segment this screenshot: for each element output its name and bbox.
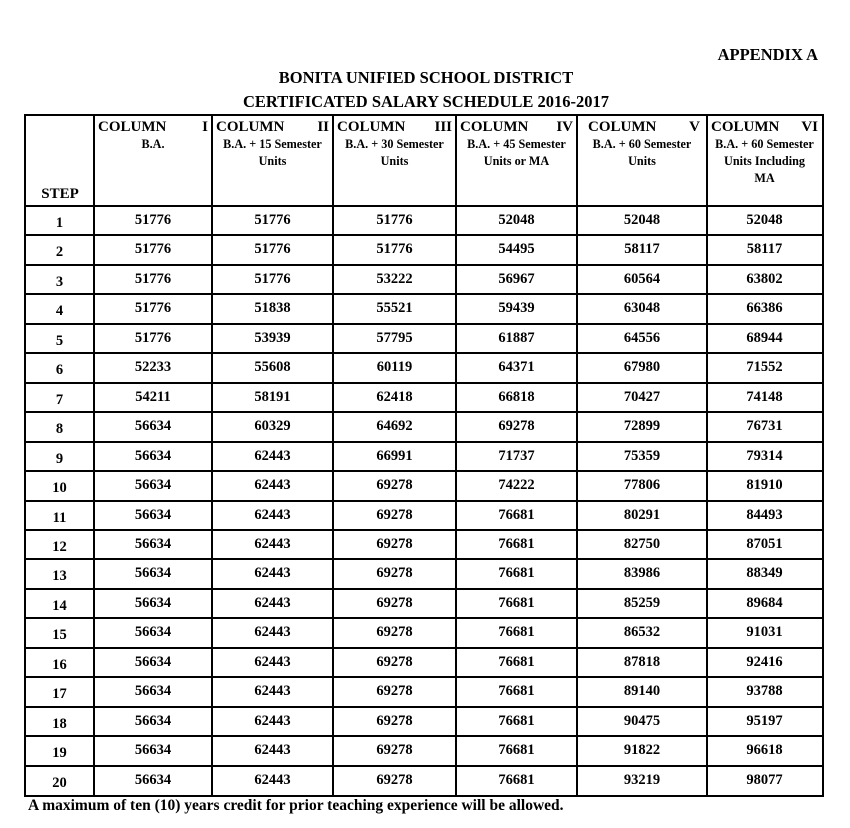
- salary-cell: 84493: [746, 506, 783, 523]
- column-description: MA: [754, 171, 775, 185]
- salary-cell: 62443: [254, 594, 291, 611]
- salary-cell: 76681: [498, 535, 535, 552]
- salary-cell: 56634: [134, 771, 172, 788]
- column-header: [213, 118, 332, 170]
- salary-cell: 76681: [498, 594, 535, 611]
- salary-cell: 58191: [254, 388, 291, 405]
- column-numeral: IV: [556, 119, 573, 135]
- salary-cell: 62443: [254, 683, 291, 700]
- appendix-label: APPENDIX A: [717, 45, 818, 64]
- salary-cell: 56634: [134, 506, 172, 523]
- step-cell: 17: [52, 686, 67, 703]
- salary-cell: 81910: [746, 477, 783, 494]
- salary-cell: 53939: [254, 329, 291, 346]
- salary-cell: 76681: [498, 742, 535, 759]
- step-cell: 19: [52, 745, 67, 762]
- column-title: [578, 118, 706, 136]
- column-description: Units: [380, 154, 409, 168]
- salary-cell: 69278: [376, 565, 413, 582]
- step-cell: 16: [52, 656, 67, 673]
- salary-cell: 60329: [254, 418, 291, 435]
- salary-cell: 58117: [746, 241, 783, 258]
- salary-cell: 51838: [254, 300, 291, 317]
- column-description: B.A. + 30 Semester: [345, 137, 444, 151]
- column-word: COLUMN: [216, 119, 285, 135]
- salary-cell: 76681: [498, 771, 535, 788]
- salary-cell: 66386: [746, 300, 783, 317]
- salary-cell: 64692: [376, 418, 413, 435]
- salary-cell: 86532: [623, 624, 661, 641]
- column-word: COLUMN: [337, 119, 406, 135]
- salary-cell: 62443: [254, 447, 291, 464]
- salary-cell: 87818: [623, 653, 661, 670]
- column-header: [708, 118, 821, 187]
- salary-cell: 56634: [134, 565, 172, 582]
- salary-cell: 56634: [134, 624, 172, 641]
- footnote: A maximum of ten (10) years credit for prior teaching experience will be allowed.: [28, 797, 564, 814]
- salary-cell: 74148: [746, 388, 783, 405]
- salary-table: [24, 114, 824, 797]
- column-word: COLUMN: [98, 119, 167, 135]
- salary-cell: 51776: [254, 270, 291, 287]
- salary-cell: 62443: [254, 712, 291, 729]
- step-cell: 9: [55, 450, 64, 467]
- salary-cell: 51776: [254, 241, 291, 258]
- step-cell: 14: [52, 597, 67, 614]
- salary-cell: 62443: [254, 624, 291, 641]
- salary-cell: 55521: [376, 300, 413, 317]
- step-cell: 4: [55, 303, 64, 320]
- step-cell: 2: [55, 244, 64, 261]
- salary-cell: 91031: [746, 624, 783, 641]
- salary-cell: 62443: [254, 742, 291, 759]
- salary-cell: 77806: [623, 477, 661, 494]
- salary-cell: 56634: [134, 683, 172, 700]
- salary-cell: 56634: [134, 447, 172, 464]
- salary-cell: 92416: [746, 653, 783, 670]
- column-description: Units: [628, 154, 656, 168]
- salary-cell: 62443: [254, 653, 291, 670]
- salary-cell: 69278: [376, 683, 413, 700]
- salary-cell: 51776: [134, 329, 172, 346]
- salary-cell: 85259: [623, 594, 661, 611]
- salary-cell: 62418: [376, 388, 413, 405]
- salary-cell: 51776: [134, 300, 172, 317]
- column-header: [95, 118, 211, 153]
- column-title: [213, 118, 332, 136]
- salary-cell: 76681: [498, 565, 535, 582]
- step-header: STEP: [41, 186, 79, 202]
- salary-cell: 54495: [498, 241, 535, 258]
- column-description: B.A. + 15 Semester: [223, 137, 322, 151]
- salary-cell: 52048: [498, 212, 535, 228]
- salary-cell: 91822: [623, 742, 661, 759]
- salary-cell: 69278: [376, 506, 413, 523]
- salary-cell: 70427: [623, 388, 661, 405]
- salary-cell: 60564: [623, 270, 661, 287]
- salary-cell: 52048: [623, 212, 661, 228]
- column-description: B.A.: [141, 137, 165, 151]
- salary-cell: 64556: [623, 329, 661, 346]
- salary-cell: 76681: [498, 653, 535, 670]
- salary-cell: 72899: [623, 418, 661, 435]
- salary-cell: 71552: [746, 359, 783, 376]
- column-word: COLUMN: [460, 119, 529, 135]
- salary-cell: 80291: [623, 506, 661, 523]
- salary-cell: 66991: [376, 447, 413, 464]
- salary-cell: 69278: [376, 742, 413, 759]
- column-numeral: VI: [801, 119, 818, 135]
- salary-cell: 60119: [376, 359, 413, 376]
- salary-cell: 76681: [498, 712, 535, 729]
- salary-cell: 56634: [134, 535, 172, 552]
- step-cell: 12: [52, 538, 67, 555]
- column-description: Units: [258, 154, 287, 168]
- salary-cell: 62443: [254, 535, 291, 552]
- salary-cell: 90475: [623, 712, 661, 729]
- salary-cell: 83986: [623, 565, 661, 582]
- salary-cell: 57795: [376, 329, 413, 346]
- step-cell: 10: [52, 480, 67, 497]
- salary-cell: 69278: [376, 712, 413, 729]
- column-numeral: V: [689, 119, 700, 135]
- column-header: [457, 118, 576, 170]
- salary-cell: 74222: [498, 477, 535, 494]
- column-description: B.A. + 45 Semester: [467, 137, 566, 151]
- salary-cell: 56634: [134, 477, 172, 494]
- salary-cell: 56634: [134, 653, 172, 670]
- salary-cell: 66818: [498, 388, 535, 405]
- column-word: COLUMN: [588, 119, 657, 135]
- column-title: [708, 118, 821, 136]
- salary-cell: 67980: [623, 359, 661, 376]
- salary-cell: 76681: [498, 683, 535, 700]
- step-cell: 6: [55, 362, 64, 379]
- step-cell: 20: [52, 774, 67, 791]
- step-cell: 18: [52, 715, 67, 732]
- salary-cell: 61887: [498, 329, 535, 346]
- step-cell: 13: [52, 568, 67, 585]
- salary-cell: 75359: [623, 447, 661, 464]
- salary-cell: 79314: [746, 447, 783, 464]
- salary-cell: 51776: [134, 270, 172, 287]
- column-description: Units or MA: [483, 154, 550, 168]
- salary-cell: 69278: [376, 771, 413, 788]
- salary-cell: 62443: [254, 771, 291, 788]
- salary-cell: 98077: [746, 771, 783, 788]
- salary-cell: 56634: [134, 712, 172, 729]
- column-header: [334, 118, 455, 170]
- column-numeral: II: [317, 119, 329, 135]
- salary-cell: 52233: [134, 359, 172, 376]
- salary-cell: 58117: [624, 241, 660, 258]
- salary-cell: 54211: [135, 388, 171, 405]
- salary-cell: 56634: [134, 418, 172, 435]
- salary-cell: 93219: [623, 771, 661, 788]
- salary-cell: 55608: [254, 359, 291, 376]
- salary-cell: 68944: [746, 329, 783, 346]
- column-title: [334, 118, 455, 136]
- step-cell: 15: [52, 627, 67, 644]
- step-cell: 1: [55, 215, 64, 231]
- district-title: BONITA UNIFIED SCHOOL DISTRICT: [278, 68, 574, 87]
- salary-cell: 56634: [134, 742, 172, 759]
- step-cell: 11: [52, 509, 67, 526]
- step-cell: 5: [55, 332, 64, 349]
- schedule-title: CERTIFICATED SALARY SCHEDULE 2016-2017: [242, 92, 609, 111]
- salary-cell: 51776: [254, 212, 291, 228]
- salary-cell: 89140: [623, 683, 661, 700]
- column-title: [457, 118, 576, 136]
- salary-cell: 59439: [498, 300, 535, 317]
- salary-cell: 52048: [746, 212, 783, 228]
- salary-cell: 56967: [498, 270, 535, 287]
- column-word: COLUMN: [711, 119, 780, 135]
- step-cell: 7: [55, 391, 64, 408]
- salary-cell: 69278: [376, 594, 413, 611]
- salary-cell: 69278: [376, 653, 413, 670]
- column-description: B.A. + 60 Semester: [715, 137, 814, 151]
- salary-cell: 62443: [254, 506, 291, 523]
- step-cell: 3: [55, 273, 64, 290]
- salary-cell: 51776: [134, 212, 172, 228]
- salary-cell: 53222: [376, 270, 413, 287]
- salary-cell: 62443: [254, 565, 291, 582]
- column-description: B.A. + 60 Semester: [592, 137, 692, 151]
- salary-cell: 71737: [498, 447, 535, 464]
- salary-cell: 56634: [134, 594, 172, 611]
- salary-cell: 76681: [498, 624, 535, 641]
- salary-cell: 63048: [623, 300, 661, 317]
- salary-cell: 89684: [746, 594, 783, 611]
- salary-cell: 88349: [746, 565, 783, 582]
- column-header: [578, 118, 706, 170]
- column-description: Units Including: [724, 154, 805, 168]
- salary-cell: 82750: [623, 535, 661, 552]
- salary-cell: 63802: [746, 270, 783, 287]
- salary-cell: 93788: [746, 683, 783, 700]
- salary-cell: 51776: [376, 241, 413, 258]
- column-title: [95, 118, 211, 136]
- salary-cell: 76731: [746, 418, 783, 435]
- salary-cell: 87051: [746, 535, 783, 552]
- salary-cell: 69278: [498, 418, 535, 435]
- salary-cell: 76681: [498, 506, 535, 523]
- salary-cell: 51776: [376, 212, 413, 228]
- salary-cell: 64371: [498, 359, 535, 376]
- salary-cell: 51776: [134, 241, 172, 258]
- salary-cell: 62443: [254, 477, 291, 494]
- column-numeral: III: [434, 119, 452, 135]
- step-cell: 8: [55, 421, 64, 438]
- salary-cell: 69278: [376, 535, 413, 552]
- salary-cell: 95197: [746, 712, 783, 729]
- column-numeral: I: [202, 119, 208, 135]
- salary-cell: 69278: [376, 624, 413, 641]
- salary-cell: 69278: [376, 477, 413, 494]
- salary-cell: 96618: [746, 742, 783, 759]
